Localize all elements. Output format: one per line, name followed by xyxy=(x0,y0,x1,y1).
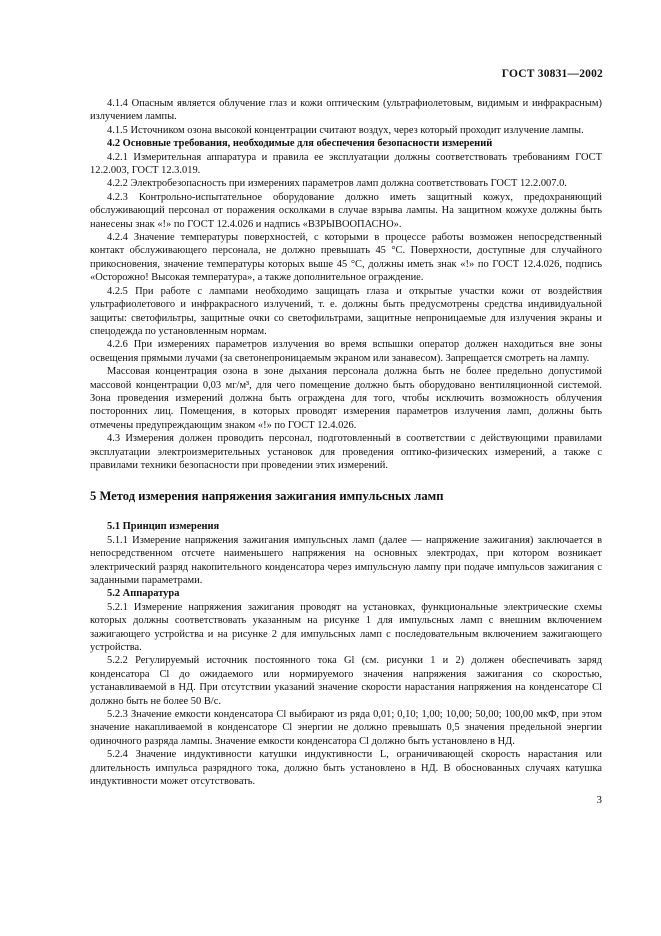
paragraph-5-2-1: 5.2.1 Измерение напряжения зажигания проводят на установках, функциональные электрические схемы которых должны соответствовать указанным на рисунке 1 для импульсных ламп с внешним включением зажигающего устройства и на рисунке 2 для импульсных ламп с последовательным включением зажигающего устройства. xyxy=(90,601,602,654)
paragraph-5-2-2: 5.2.2 Регулируемый источник постоянного тока Gl (см. рисунки 1 и 2) должен обеспечивать заряд конденсатора Cl до ожидаемого или нормируемого значения напряжения зажигания со скоростью, устанавливаемой в НД. При отсутствии указаний значение скорости нарастания напряжения на конденсаторе Cl должно быть не более 50 В/с. xyxy=(90,655,602,707)
heading-4-2: 4.2 Основные требования, необходимые для обеспечения безопасности измерений xyxy=(107,138,493,150)
paragraph-4-2-3: 4.2.3 Контрольно-испытательное оборудование должно иметь защитный кожух, предохраняющий обслуживающий персонал от поражения осколками в случае взрыва лампы. На защитном кожухе должны быть нанесены знак «!» по ГОСТ 12.4.026 и надпись «ВЗРЫВООПАСНО». xyxy=(90,191,602,230)
paragraph-ozone: Массовая концентрация озона в зоне дыхания персонала должна быть не более предельно допустимой массовой концентрации 0,03 мг/м³, для чего помещение должно быть оборудовано вентиляционной системой. Зона проведения измерений должна быть ограждена для того, чтобы исключить возможность облучения посторонних лиц. Помещения, в которых проводят измерения параметров излучения ламп, должны быть отмечены предупреждающим знаком «!» по ГОСТ 12.4.026. xyxy=(90,366,602,431)
paragraph-4-2-5: 4.2.5 При работе с лампами необходимо защищать глаза и открытые участки кожи от воздействия ультрафиолетового и инфракрасного излучений, т. е. должны быть предусмотрены средства индивидуальной защиты: светофильтры, защитные очки со светофильтрами, защитные непроницаемые для излучения экраны и спецодежда по установленным нормам. xyxy=(90,285,602,337)
page-body xyxy=(90,97,602,789)
paragraph-5-2-3: 5.2.3 Значение емкости конденсатора Cl выбирают из ряда 0,01; 0,10; 1,00; 10,00; 50,00; 100,00 мкФ, при этом значение накапливаемой в конденсаторе Cl энергии не должно превышать 0,5 значения предельной энергии одиночного разряда лампы. Значение емкости конденсатора Cl должно быть установлено в НД. xyxy=(90,709,602,747)
paragraph-4-2-6: 4.2.6 При измерениях параметров излучения во время вспышки оператор должен находиться вне зоны освещения прямыми лучами (за светонепроницаемым экраном или занавесом). Запрещается смотреть на лампу. xyxy=(90,339,602,364)
section-5-title: 5 Метод измерения напряжения зажигания импульсных ламп xyxy=(90,489,444,504)
paragraph-5-2-4: 5.2.4 Значение индуктивности катушки индуктивности L, ограничивающей скорость нарастания или длительность импульса разрядного тока, должно быть установлено в НД. В обоснованных случаях катушка индуктивности может отсутствовать. xyxy=(90,749,602,788)
document-header: ГОСТ 30831—2002 xyxy=(501,68,603,80)
paragraph-4-2-4: 4.2.4 Значение температуры поверхностей, с которыми в процессе работы возможен непосредственный контакт обслуживающего персонала, не должно превышать 45 °С. Поверхности, доступные для случайного прикосновения, значение температуры которых выше 45 °С, должны иметь знак «!» по ГОСТ 12.4.026, подпись «Осторожно! Высокая температура», а также дополнительное ограждение. xyxy=(90,232,602,284)
paragraph-4-3: 4.3 Измерения должен проводить персонал, подготовленный в соответствии с действующими правилами эксплуатации электроизмерительных установок для проведения оптико-физических измерений, а также с правилами техники безопасности при проведении этих измерений. xyxy=(90,433,602,471)
paragraph-4-2-2: 4.2.2 Электробезопасность при измерениях параметров ламп должна соответствовать ГОСТ 12.2.007.0. xyxy=(107,178,567,190)
paragraph-4-2-1: 4.2.1 Измерительная аппаратура и правила ее эксплуатации должны соответствовать требованиям ГОСТ 12.2.003, ГОСТ 12.3.019. xyxy=(90,151,602,177)
paragraph-4-1-5: 4.1.5 Источником озона высокой концентрации считают воздух, через который проходит излучение лампы. xyxy=(107,124,584,136)
heading-5-1: 5.1 Принцип измерения xyxy=(107,521,220,533)
page-number: 3 xyxy=(596,794,602,806)
paragraph-4-1-4: 4.1.4 Опасным является облучение глаз и кожи оптическим (ультрафиолетовым, видимым и инфракрасным) излучением лампы. xyxy=(90,98,602,123)
paragraph-5-1-1: 5.1.1 Измерение напряжения зажигания импульсных ламп (далее — напряжение зажигания) заключается в непосредственном отсчете наименьшего напряжения на основных электродах, при котором возникает электрический разряд накопительного конденсатора через импульсную лампу при подаче импульсов зажигания с заданными параметрами. xyxy=(90,534,602,586)
heading-5-2: 5.2 Аппаратура xyxy=(107,588,180,600)
